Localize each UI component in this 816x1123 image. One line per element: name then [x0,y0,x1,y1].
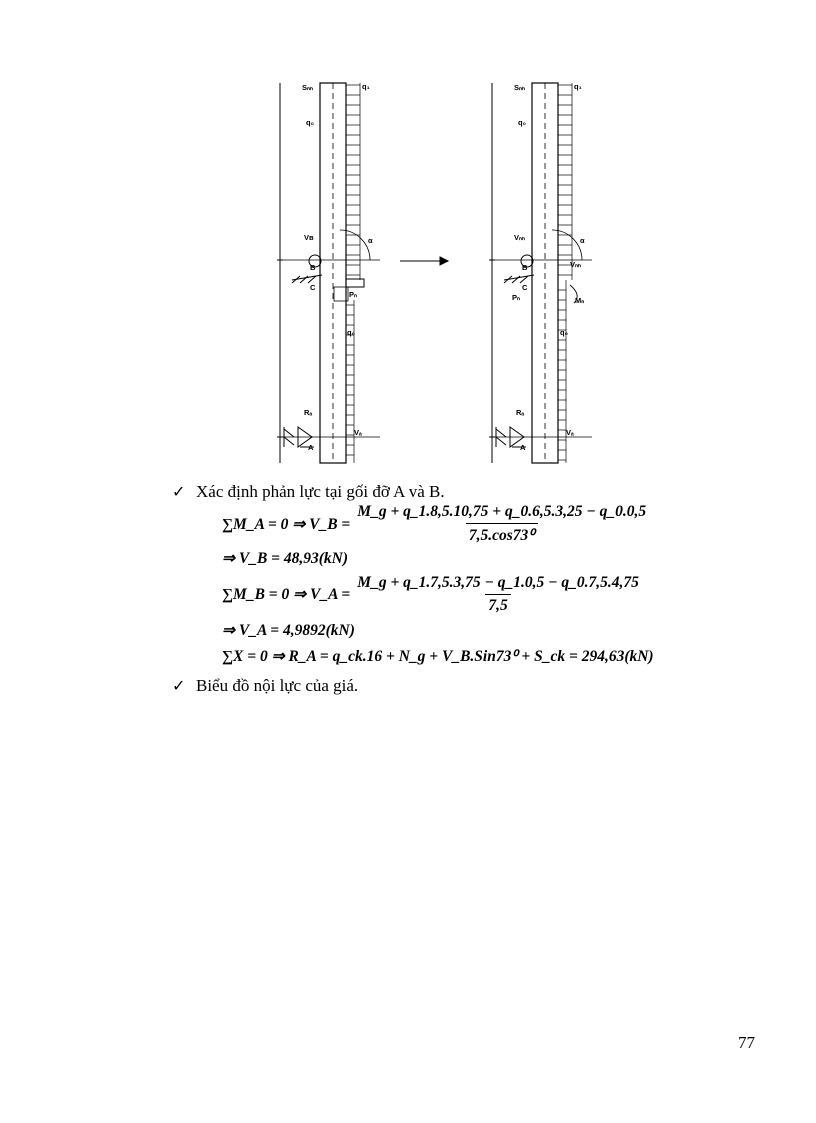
equation-va-result: ⇒ V_A = 4,9892(kN) [222,622,355,639]
eq3-denominator: 7,5 [485,594,510,615]
label-q0-right: q₀ [518,118,526,127]
label-pn-right: Pₙ [512,293,520,302]
label-a-right: A [520,443,526,452]
label-q0-left: q₀ [306,118,314,127]
page-number: 77 [738,1033,755,1052]
label-vb-right: Vₙₕ [514,233,526,242]
label-q1-left: q₁ [362,82,370,91]
eq1-lhs: ∑M_A = 0 ⇒ V_B = [222,515,351,533]
bullet-diagram [172,676,358,697]
distributed-load-q0-left [346,300,354,463]
bullet-reactions [172,482,445,503]
eq1-fraction [354,503,649,545]
equation-vb-result: ⇒ V_B = 48,93(kN) [222,550,349,567]
bullet-text-reactions: Xác định phản lực tại gối đỡ A và B. [196,482,445,501]
label-mn-right: Mₙ [575,296,585,305]
label-s-left: Sₙₕ [302,83,314,92]
label-a-left: A [308,443,314,452]
label-b-right: B [522,263,528,272]
equation-sum-x: ∑X = 0 ⇒ R_A = q_ck.16 + N_g + V_B.Sin73⁰ + S_ck = 294,63(kN) [222,648,654,665]
label-pn-left: Pₙ [349,290,357,299]
label-s-right: Sₙₕ [514,83,526,92]
eq1-numerator: M_g + q_1.8,5.10,75 + q_0.6,5.3,25 − q_0.0,5 [357,503,647,520]
eq3-lhs: ∑M_B = 0 ⇒ V_A = [222,586,351,603]
bullet-text-diagram: Biểu đồ nội lực của giá. [196,676,359,695]
label-c-right: C [522,283,528,292]
label-vb2-right: Vₙₕ [570,260,582,269]
distributed-load-q0-right [558,280,566,463]
equation-moment-b [222,574,642,615]
label-q0-lower-right: q₀ [560,328,568,337]
eq1-denominator: 7,5.cos73⁰ [466,523,538,545]
check-icon: ✓ [172,484,186,501]
label-alpha-left: α [368,236,373,245]
label-q0-lower-left: q₀ [347,328,355,337]
label-b-left: B [310,263,316,272]
label-va-right: Vₐ [566,428,574,437]
eq3-numerator: M_g + q_1.7,5.3,75 − q_1.0,5 − q_0.7,5.4,75 [357,574,639,591]
equation-moment-a [222,503,649,545]
distributed-load-q1-right [558,83,572,280]
label-va-left: Vₐ [354,428,362,437]
eq3-fraction [354,574,642,615]
distributed-load-q1-left [346,83,360,280]
label-ra-right: Rₐ [516,408,525,417]
label-c-left: C [310,283,316,292]
label-q1-right: q₁ [574,82,582,91]
check-icon: ✓ [172,678,186,695]
label-vb-left: Vʙ [304,233,314,242]
label-alpha-right: α [580,236,585,245]
label-ra-left: Rₐ [304,408,313,417]
structural-diagram [270,75,600,470]
